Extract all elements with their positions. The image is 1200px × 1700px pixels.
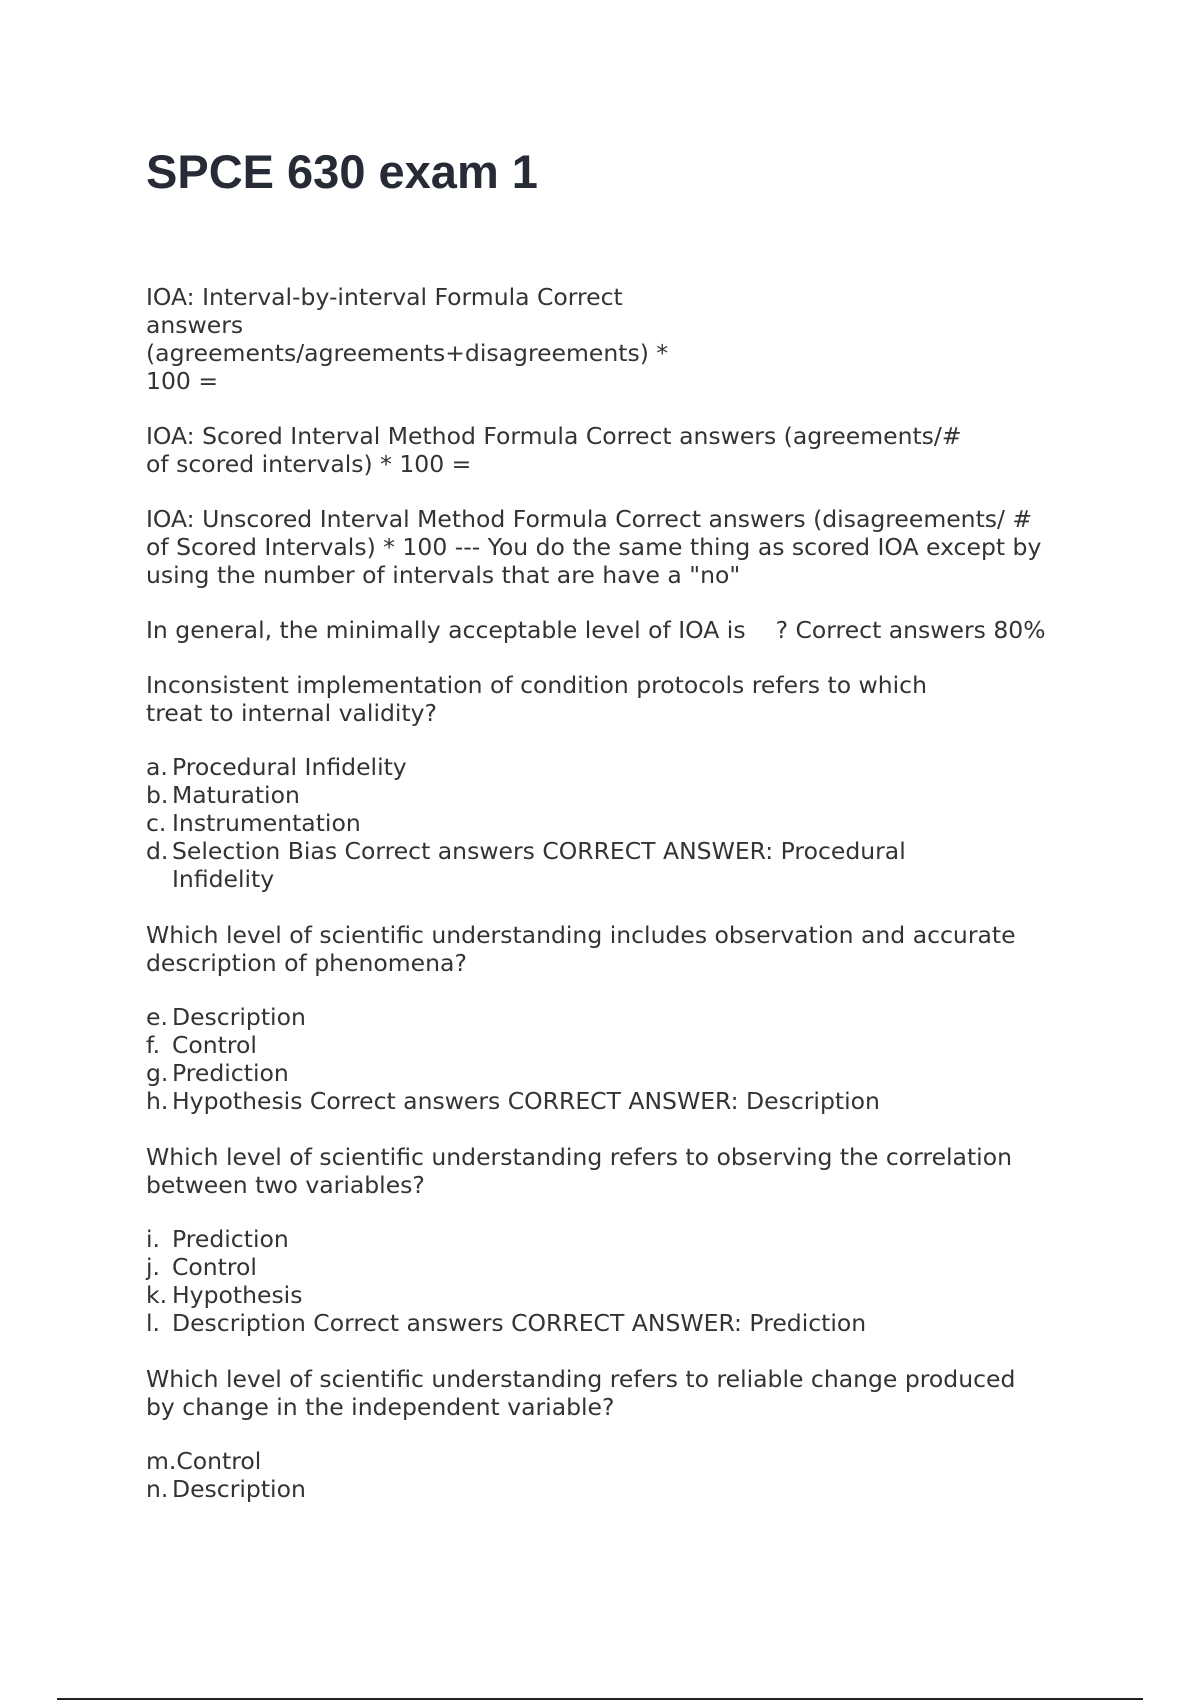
option-text: Description [172,1003,306,1031]
question-description-level: Which level of scientific understanding includes observation and accurate description of phenomena? [146,921,1016,977]
list-item [146,1309,1106,1337]
question-prediction-level: Which level of scientific understanding refers to observing the correlation between two variables? [146,1143,1012,1199]
option-text: Selection Bias Correct answers CORRECT ANSWER: Procedural Infidelity [172,837,906,893]
option-text: Description Correct answers CORRECT ANSWER: Prediction [172,1309,867,1337]
question-scored-interval-ioa: IOA: Scored Interval Method Formula Correct answers (agreements/# of scored intervals) * 100 = [146,422,962,478]
option-letter: e. [146,1003,168,1031]
option-letter: n. [146,1475,169,1503]
answer-text: ? Correct answers 80% [775,616,1046,644]
option-text: Hypothesis [172,1281,303,1309]
option-text: Hypothesis Correct answers CORRECT ANSWER: Description [172,1087,880,1115]
option-letter: b. [146,781,169,809]
option-text: Control [172,1031,257,1059]
list-item [146,1475,1106,1503]
option-letter: g. [146,1059,169,1087]
list-item [146,1253,1106,1281]
option-list [146,1003,1106,1115]
option-text: Prediction [172,1059,289,1087]
option-letter: f. [146,1031,161,1059]
list-item [146,1059,1106,1087]
option-letter: c. [146,809,167,837]
option-text: Maturation [172,781,300,809]
list-item [146,1225,1106,1253]
option-list [146,1447,1106,1503]
option-letter: m. [146,1447,177,1475]
list-item [146,837,1106,893]
option-letter: h. [146,1087,169,1115]
list-item [146,1087,1106,1115]
question-procedural-infidelity: Inconsistent implementation of condition protocols refers to which treat to internal validity? [146,671,927,727]
option-letter: l. [146,1309,160,1337]
option-letter: k. [146,1281,168,1309]
option-text: Control [172,1253,257,1281]
option-list [146,753,1106,893]
list-item [146,753,1106,781]
option-letter: d. [146,837,169,865]
option-text: Control [176,1447,262,1475]
option-letter: a. [146,753,168,781]
list-item [146,1281,1106,1309]
document-body [146,283,1106,1531]
list-item [146,1031,1106,1059]
list-item [146,809,1106,837]
option-letter: j. [146,1253,160,1281]
option-text: Procedural Infidelity [172,753,407,781]
list-item [146,781,1106,809]
option-text: Instrumentation [172,809,361,837]
option-text: Description [172,1475,306,1503]
question-acceptable-ioa-level [146,616,1106,644]
option-letter: i. [146,1225,160,1253]
document-title: SPCE 630 exam 1 [146,145,538,198]
option-list [146,1225,1106,1337]
question-unscored-interval-ioa: IOA: Unscored Interval Method Formula Correct answers (disagreements/ # of Scored Intervals) * 100 --- You do the same thing as scored IOA except by using the number of intervals that are have a "no" [146,505,1042,589]
question-control-level: Which level of scientific understanding refers to reliable change produced by change in the independent variable? [146,1365,1016,1421]
question-text: In general, the minimally acceptable level of IOA is [146,616,746,644]
question-interval-by-interval-ioa: IOA: Interval-by-interval Formula Correct answers (agreements/agreements+disagreements) * 100 = [146,283,669,395]
option-text: Prediction [172,1225,289,1253]
list-item [146,1003,1106,1031]
list-item [146,1447,1106,1475]
